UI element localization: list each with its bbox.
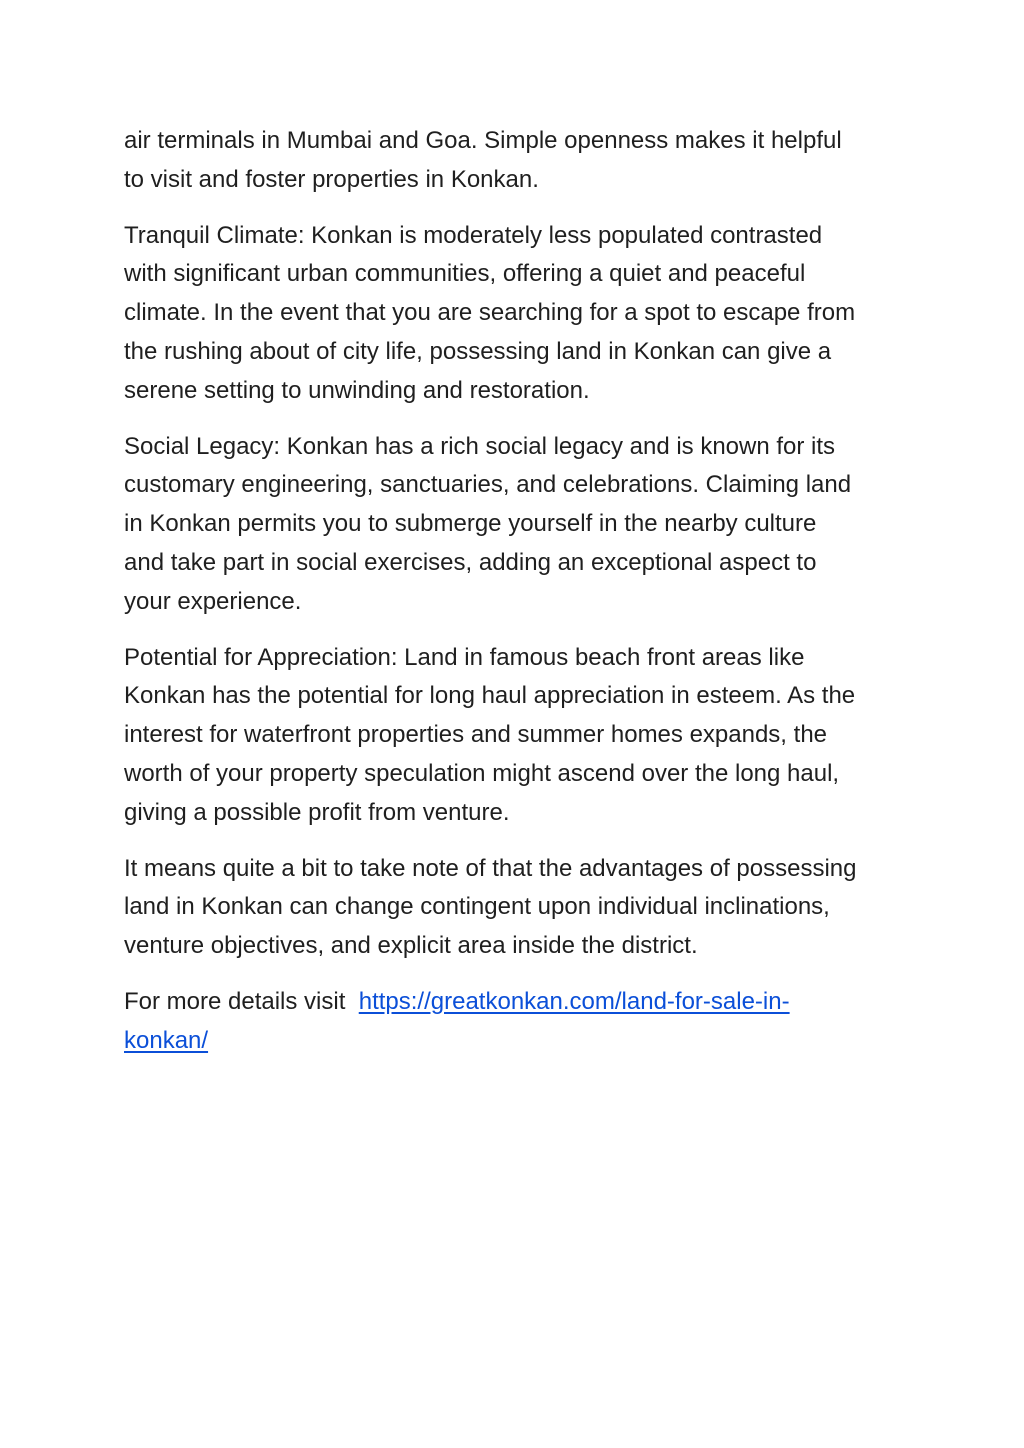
- text-line: Social Legacy: Konkan has a rich social legacy and is known for its: [124, 432, 836, 460]
- paragraph-social-legacy: [124, 428, 924, 622]
- document-page: [124, 122, 924, 1078]
- text-line: in Konkan permits you to submerge yourself in the nearby culture: [124, 510, 817, 538]
- details-line: [124, 1022, 924, 1061]
- text-line: Potential for Appreciation: Land in famous beach front areas like: [124, 643, 805, 671]
- text-line: serene setting to unwinding and restoration.: [124, 376, 590, 404]
- paragraph-details: [124, 983, 924, 1061]
- text-line: giving a possible profit from venture.: [124, 798, 510, 826]
- text-line: with significant urban communities, offering a quiet and peaceful: [124, 260, 806, 288]
- details-line: [124, 983, 924, 1022]
- details-label: For more details visit: [124, 987, 353, 1015]
- paragraph-tranquil-climate: [124, 217, 924, 411]
- text-line: and take part in social exercises, adding an exceptional aspect to: [124, 548, 817, 576]
- text-line: climate. In the event that you are searching for a spot to escape from: [124, 299, 856, 327]
- text-line: It means quite a bit to take note of that the advantages of possessing: [124, 854, 857, 882]
- details-link[interactable]: https://greatkonkan.com/land-for-sale-in-: [358, 987, 790, 1015]
- text-line: to visit and foster properties in Konkan.: [124, 165, 539, 193]
- text-line: Konkan has the potential for long haul appreciation in esteem. As the: [124, 682, 856, 710]
- text-line: your experience.: [124, 587, 302, 615]
- text-line: venture objectives, and explicit area inside the district.: [124, 932, 698, 960]
- text-line: the rushing about of city life, possessing land in Konkan can give a: [124, 337, 832, 365]
- details-link-continued[interactable]: konkan/: [124, 1026, 209, 1054]
- paragraph-appreciation: [124, 639, 924, 833]
- paragraph-note: [124, 850, 924, 966]
- paragraph-access: [124, 122, 924, 200]
- text-line: customary engineering, sanctuaries, and celebrations. Claiming land: [124, 471, 852, 499]
- text-line: land in Konkan can change contingent upon individual inclinations,: [124, 893, 830, 921]
- text-line: Tranquil Climate: Konkan is moderately less populated contrasted: [124, 221, 823, 249]
- text-line: air terminals in Mumbai and Goa. Simple openness makes it helpful: [124, 127, 842, 154]
- text-line: worth of your property speculation might ascend over the long haul,: [124, 759, 840, 787]
- text-line: interest for waterfront properties and summer homes expands, the: [124, 721, 828, 749]
